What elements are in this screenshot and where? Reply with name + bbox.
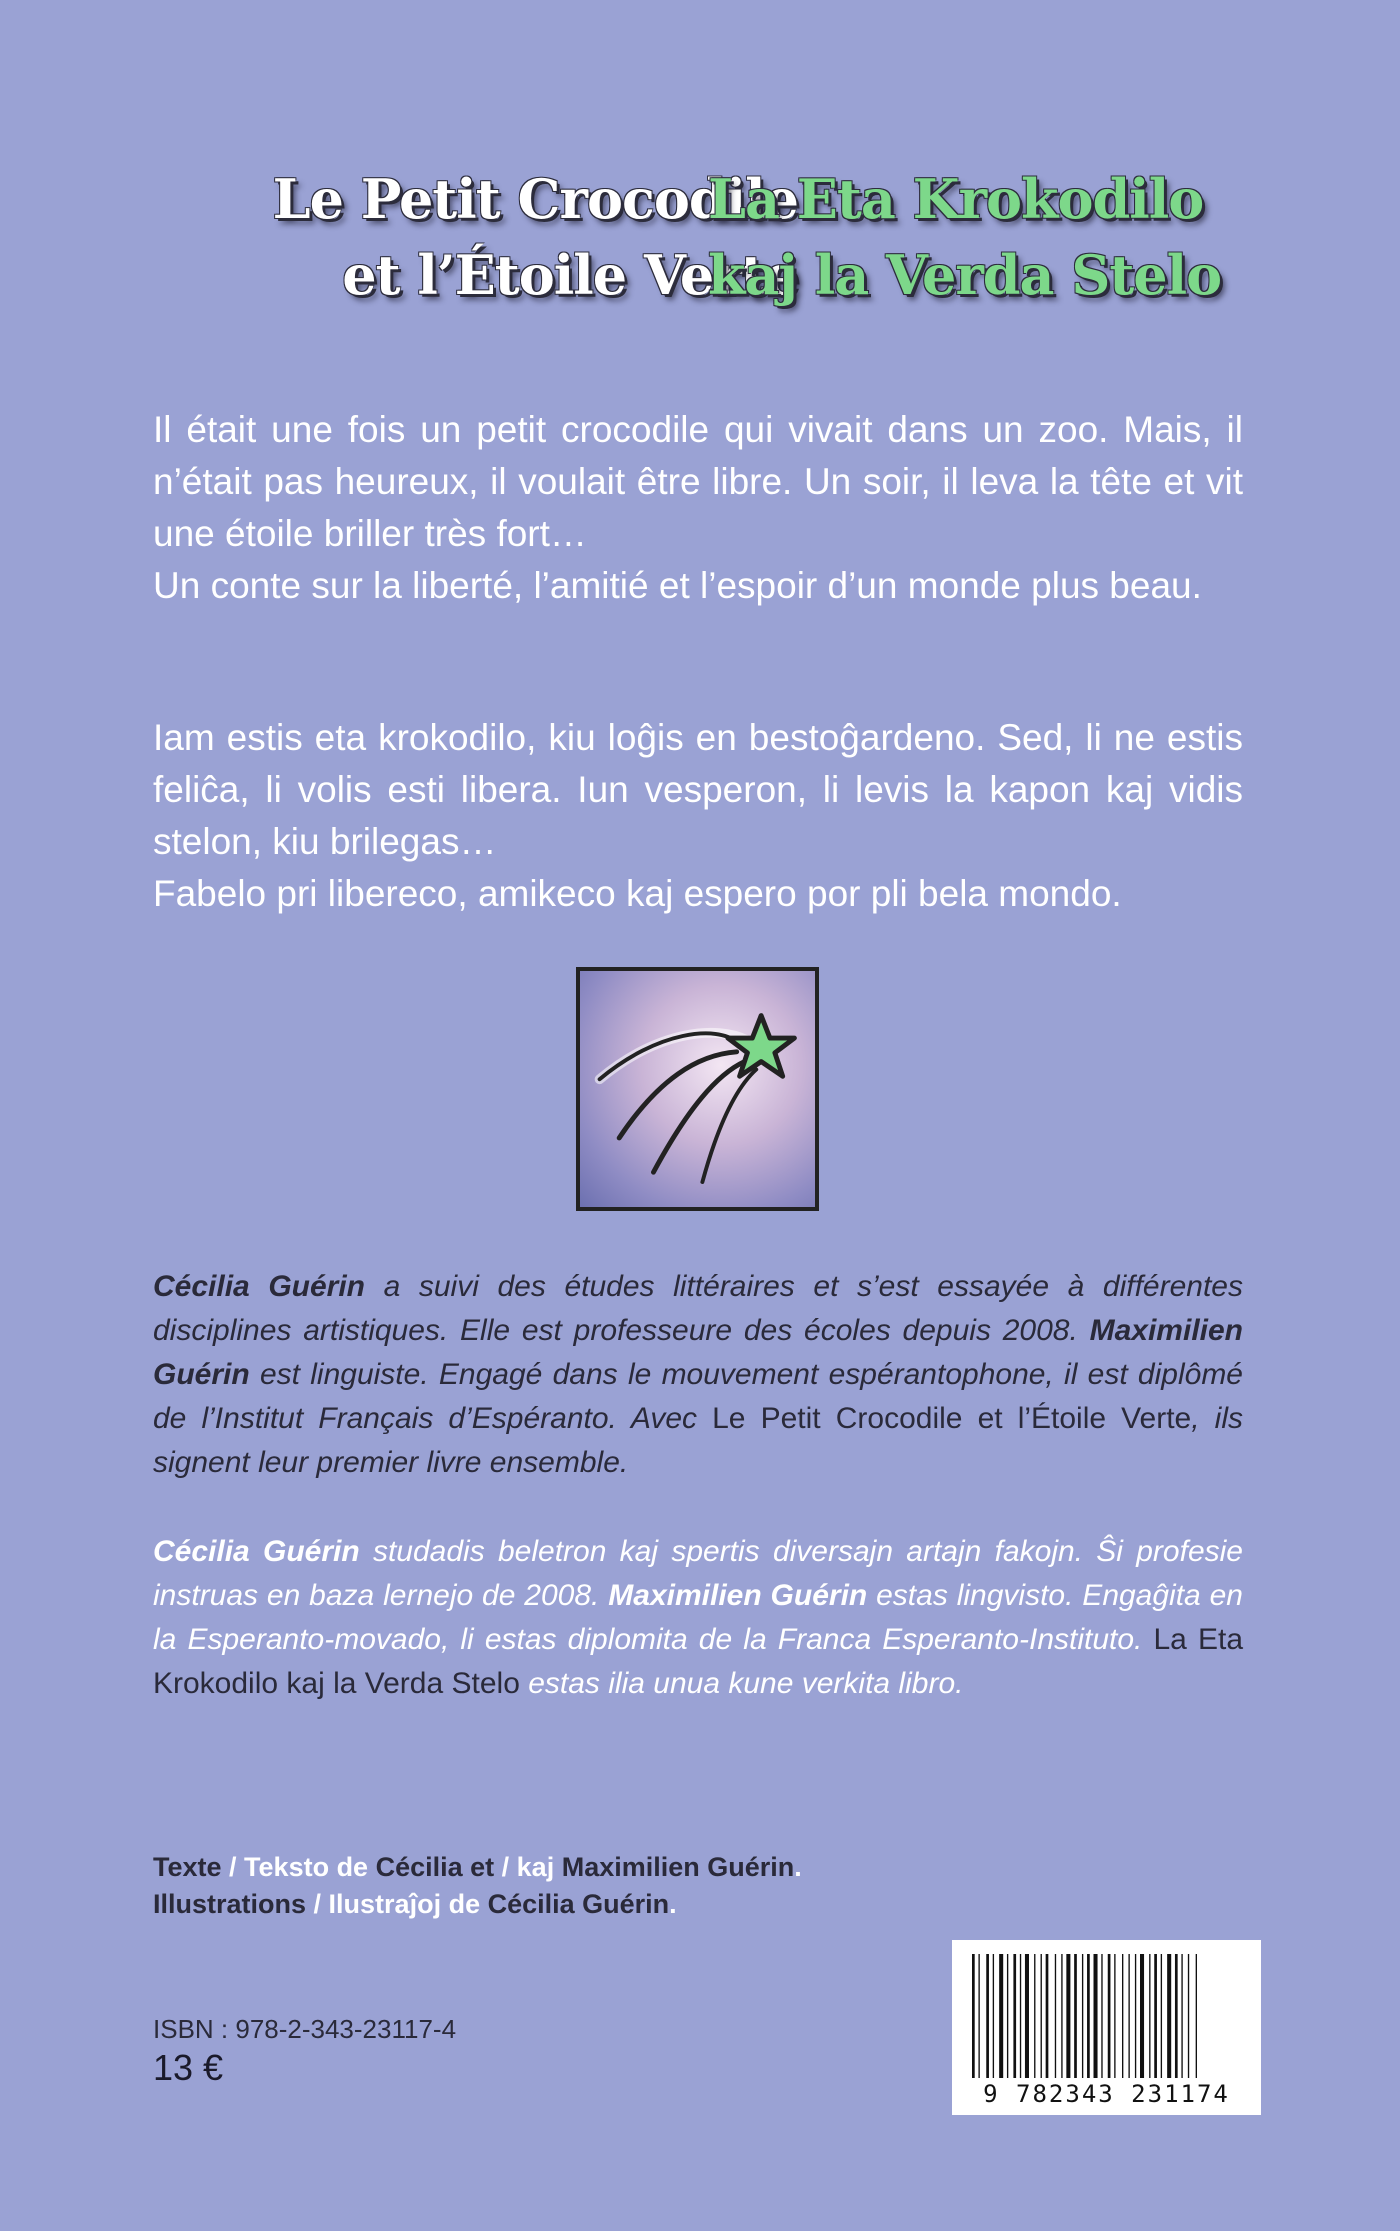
barcode-bar	[993, 1954, 994, 2078]
barcode-bar	[1114, 1954, 1115, 2078]
synopsis-eo-para1: Iam estis eta krokodilo, kiu loĝis en bestoĝardeno. Sed, li ne estis feliĉa, li volis esti libera. Iun vesperon, li levis la kapon kaj vidis stelon, kiu brilegas…	[153, 717, 1243, 862]
synopsis-fr-para1: Il était une fois un petit crocodile qui vivait dans un zoo. Mais, il n’était pas heureux, il voulait être libre. Un soir, il leva la tête et vit une étoile briller très fort…	[153, 409, 1243, 554]
credit-label: Texte	[153, 1852, 222, 1882]
author-name-eo-1: Cécilia Guérin	[153, 1535, 360, 1568]
barcode-bar	[1196, 1954, 1197, 2078]
credit-conj-eo: / kaj	[501, 1852, 555, 1882]
bio-eo-text2: estas lingvisto. Engaĝita en la Esperanto-movado, li estas diplomita de la Franca Esperanto-Instituto.	[153, 1579, 1243, 1656]
price: 13 €	[153, 2047, 224, 2088]
bio-fr-text2: est linguiste. Engagé dans le mouvement espérantophone, il est diplômé de l’Institut Français d’Espéranto. Avec	[153, 1358, 1243, 1435]
bio-fr-text1: a suivi des études littéraires et s’est essayée à différentes disciplines artistiques. Elle est professeure des écoles depuis 2008.	[153, 1270, 1243, 1347]
synopsis-eo-para2: Fabelo pri libereco, amikeco kaj espero por pli bela mondo.	[153, 873, 1122, 914]
bio-fr-text3: , ils signent leur premier livre ensemble.	[153, 1402, 1244, 1479]
bio-fr-paragraph	[153, 1265, 1243, 1485]
author-name-1: Cécilia Guérin	[153, 1270, 365, 1303]
credits-illus-line	[153, 1886, 802, 1923]
barcode-bar	[1167, 1954, 1171, 2078]
barcode-bar	[1122, 1954, 1123, 2078]
barcode-bars	[970, 1954, 1243, 2078]
credit-name: Cécilia et	[368, 1852, 502, 1882]
barcode-bar	[1055, 1954, 1056, 2078]
barcode-bar	[1034, 1954, 1035, 2078]
isbn: ISBN : 978-2-343-23117-4	[153, 2014, 457, 2044]
barcode-bar	[972, 1954, 975, 2078]
bio-eo-text1: studadis beletron kaj spertis diversajn artajn fakojn. Ŝi profesie instruas en baza lernejo de 2008.	[153, 1535, 1243, 1612]
barcode-bar	[1041, 1954, 1042, 2078]
credits	[153, 1849, 802, 1923]
shooting-star-illustration	[580, 971, 815, 1207]
barcode-bar	[1087, 1954, 1090, 2078]
credit-label: Illustrations	[153, 1889, 307, 1919]
credit-name: Cécilia Guérin	[480, 1889, 670, 1919]
synopsis-fr-para2: Un conte sur la liberté, l’amitié et l’espoir d’un monde plus beau.	[153, 565, 1202, 606]
barcode-bar	[1181, 1954, 1182, 2078]
barcode-bar	[1061, 1954, 1062, 2078]
bio-fr-book-title: Le Petit Crocodile et l’Étoile Verte	[712, 1402, 1192, 1435]
barcode-bar	[1149, 1954, 1150, 2078]
barcode-bar	[1128, 1954, 1129, 2078]
title-fr-line2: et l’Étoile Verte	[342, 243, 798, 307]
barcode-bar	[1013, 1954, 1016, 2078]
barcode-bar	[1108, 1954, 1111, 2078]
credit-label-eo: Ilustraĵoj de	[328, 1889, 481, 1919]
barcode-bar	[999, 1954, 1003, 2078]
barcode-bar	[1188, 1954, 1189, 2078]
barcode	[952, 1940, 1261, 2115]
credit-sep: /	[221, 1852, 245, 1882]
shooting-star-icon	[576, 967, 819, 1211]
barcode-bar	[1066, 1954, 1070, 2078]
synopsis-eo	[153, 712, 1243, 920]
barcode-bar	[1082, 1954, 1083, 2078]
bio-eo-paragraph	[153, 1530, 1243, 1706]
credits-text-line	[153, 1849, 802, 1886]
bio-eo	[153, 1530, 1243, 1706]
barcode-bar	[1094, 1954, 1098, 2078]
synopsis-fr	[153, 404, 1243, 612]
credit-label-eo: Teksto de	[244, 1852, 369, 1882]
author-name-eo-2: Maximilien Guérin	[608, 1579, 868, 1612]
barcode-bar	[1074, 1954, 1077, 2078]
bio-eo-text3: estas ilia unua kune verkita libro.	[519, 1667, 964, 1700]
credit-name: Maximilien Guérin	[554, 1852, 795, 1882]
barcode-bar	[1025, 1954, 1029, 2078]
bio-eo-book-title: La Eta Krokodilo kaj la Verda Stelo	[153, 1623, 1244, 1700]
title-fr-line1: Le Petit Crocodile	[272, 167, 798, 231]
title-eo-line1: La Eta Krokodilo	[708, 167, 1204, 231]
barcode-bar	[1101, 1954, 1102, 2078]
barcode-bar	[1020, 1954, 1021, 2078]
credit-dot: .	[669, 1889, 677, 1919]
barcode-bar	[1154, 1954, 1157, 2078]
bio-fr	[153, 1265, 1243, 1485]
barcode-number: 9 782343 231174	[983, 2080, 1230, 2108]
author-name-2: Maximilien Guérin	[153, 1314, 1243, 1391]
barcode-bar	[986, 1954, 989, 2078]
barcode-bar	[1161, 1954, 1162, 2078]
barcode-bar	[1007, 1954, 1008, 2078]
barcode-bar	[1140, 1954, 1144, 2078]
barcode-bar	[1046, 1954, 1049, 2078]
barcode-bar	[1135, 1954, 1136, 2078]
credit-sep: /	[306, 1889, 329, 1919]
barcode-bar	[1175, 1954, 1178, 2078]
barcode-bar	[978, 1954, 979, 2078]
credit-dot: .	[794, 1852, 802, 1882]
title-eo-line2: kaj la Verda Stelo	[708, 243, 1222, 307]
